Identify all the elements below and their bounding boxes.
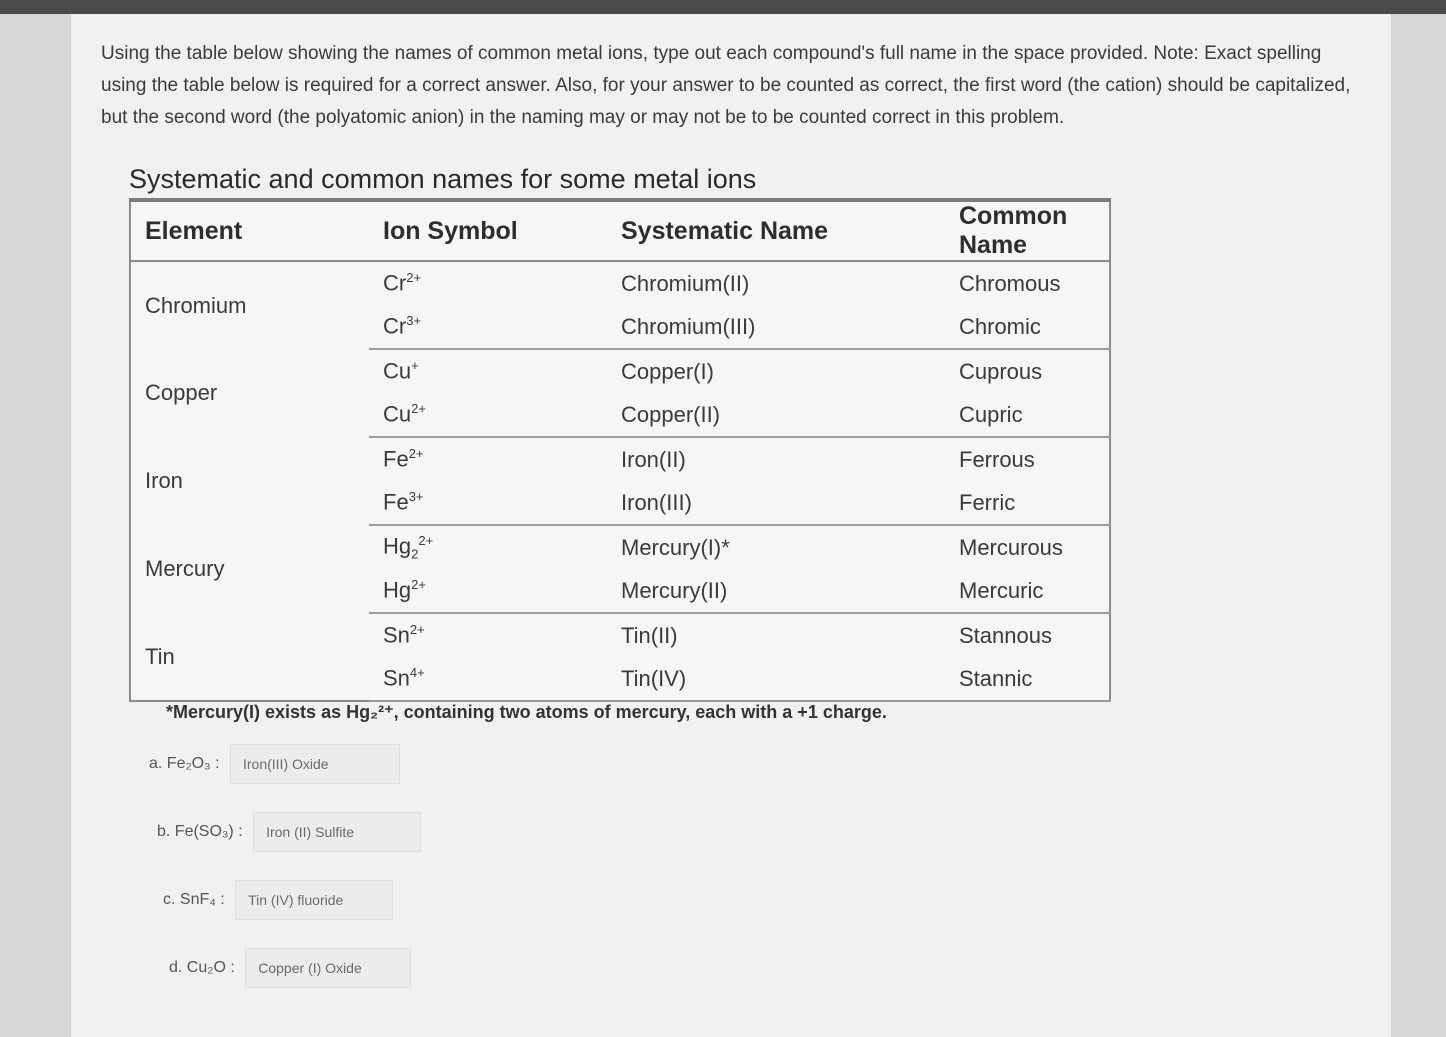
- common-name: Stannic: [945, 657, 1110, 701]
- top-bar: [0, 0, 1446, 14]
- common-name: Cuprous: [959, 358, 1043, 384]
- systematic-name: Chromium(II): [621, 270, 750, 296]
- ion-symbol-base: Cr: [383, 313, 407, 339]
- question-b-label: b. Fe(SO₃) :: [157, 823, 243, 840]
- ion-charge: 4+: [409, 665, 425, 681]
- ion-charge: 3+: [406, 313, 422, 329]
- ion-symbol-base: Hg: [383, 533, 412, 559]
- ion-charge: +: [411, 358, 419, 374]
- question-c: [163, 880, 393, 920]
- table-row: [130, 525, 1110, 569]
- header-systematic-name: Systematic Name: [607, 200, 945, 261]
- ion-charge: 2+: [409, 622, 425, 638]
- question-page: [70, 14, 1392, 1037]
- table-row: [130, 613, 1110, 657]
- ion-symbol-base: Sn: [383, 665, 410, 691]
- instructions-text: Using the table below showing the names of common metal ions, type out each compound's full name in the space provided. Note: Exact spelling using the table below is required for a correct answer. Also, for your answer to be counted as correct, the first word (the cation) should be capitalized, but the second word (the polyatomic anion) in the naming may or may not be to be counted correct in this problem.: [101, 43, 1351, 128]
- ion-symbol: [369, 613, 607, 657]
- table-row: [130, 349, 1110, 393]
- ion-charge: 2+: [408, 446, 424, 462]
- systematic-name: Copper(II): [607, 393, 945, 437]
- ion-charge: 2+: [411, 401, 426, 417]
- element-name: Mercury: [145, 556, 225, 581]
- table-header-row: [130, 200, 1110, 261]
- ion-charge: 2+: [418, 533, 434, 549]
- ion-charge: 2+: [406, 270, 422, 286]
- ion-symbol-base: Fe: [383, 489, 409, 515]
- table-row: [130, 261, 1110, 305]
- table-body: [130, 261, 1110, 701]
- ion-symbol-base: Cu: [383, 401, 412, 427]
- ion-symbol-base: Cr: [383, 270, 407, 296]
- ion-symbol-base: Hg: [383, 577, 412, 603]
- ion-symbol-base: Sn: [383, 622, 410, 648]
- element-name: Copper: [145, 380, 218, 405]
- question-a-label: a. Fe₂O₃ :: [149, 755, 220, 772]
- answer-d-field[interactable]: Copper (I) Oxide: [245, 948, 411, 988]
- ion-symbol-subscript: 2: [411, 546, 419, 562]
- common-name: Chromic: [945, 305, 1110, 349]
- ion-symbol: [369, 261, 607, 305]
- common-name: Stannous: [959, 622, 1052, 648]
- answer-c-field[interactable]: Tin (IV) fluoride: [235, 880, 393, 920]
- element-name: Tin: [145, 643, 175, 669]
- answer-a-field[interactable]: Iron(III) Oxide: [230, 744, 400, 784]
- common-name: Chromous: [959, 270, 1061, 296]
- ion-symbol: [369, 525, 607, 569]
- ion-symbol-base: Fe: [383, 446, 409, 472]
- table-row: [130, 437, 1110, 481]
- systematic-name: Copper(I): [621, 358, 714, 384]
- question-c-label: c. SnF₄ :: [163, 891, 225, 908]
- systematic-name: Tin(II): [621, 622, 678, 648]
- common-name: Mercuric: [945, 569, 1110, 613]
- ion-symbol: [369, 393, 607, 437]
- footnote: *Mercury(I) exists as Hg₂²⁺, containing two atoms of mercury, each with a +1 charge.: [166, 702, 887, 722]
- header-ion-symbol: Ion Symbol: [369, 200, 607, 261]
- table-title: Systematic and common names for some metal ions: [129, 164, 757, 194]
- ion-symbol: [369, 481, 607, 525]
- common-name: Cupric: [945, 393, 1110, 437]
- metal-ions-table: [129, 198, 1111, 702]
- element-name: Iron: [145, 468, 183, 493]
- common-name: Ferric: [945, 481, 1110, 525]
- common-name: Ferrous: [959, 446, 1035, 472]
- systematic-name: Mercury(II): [607, 569, 945, 613]
- systematic-name: Chromium(III): [607, 305, 945, 349]
- answer-b-field[interactable]: Iron (II) Sulfite: [253, 812, 421, 852]
- ion-symbol: [369, 657, 607, 701]
- common-name: Mercurous: [959, 534, 1063, 560]
- ion-charge: 3+: [408, 489, 424, 505]
- systematic-name: Tin(IV): [607, 657, 945, 701]
- ion-symbol-base: Cu: [383, 358, 412, 384]
- question-d-label: d. Cu₂O :: [169, 959, 235, 976]
- question-a: [149, 744, 400, 784]
- systematic-name: Iron(III): [607, 481, 945, 525]
- header-common-name: Common Name: [945, 200, 1110, 261]
- systematic-name: Mercury(I)*: [621, 534, 730, 560]
- ion-symbol: [369, 437, 607, 481]
- question-b: [157, 812, 421, 852]
- systematic-name: Iron(II): [621, 446, 686, 472]
- ion-symbol: [369, 349, 607, 393]
- ion-symbol: [369, 305, 607, 349]
- question-d: [169, 948, 411, 988]
- element-name: Chromium: [145, 292, 247, 318]
- ion-charge: 2+: [411, 577, 426, 593]
- ion-symbol: [369, 569, 607, 613]
- header-element: Element: [130, 200, 369, 261]
